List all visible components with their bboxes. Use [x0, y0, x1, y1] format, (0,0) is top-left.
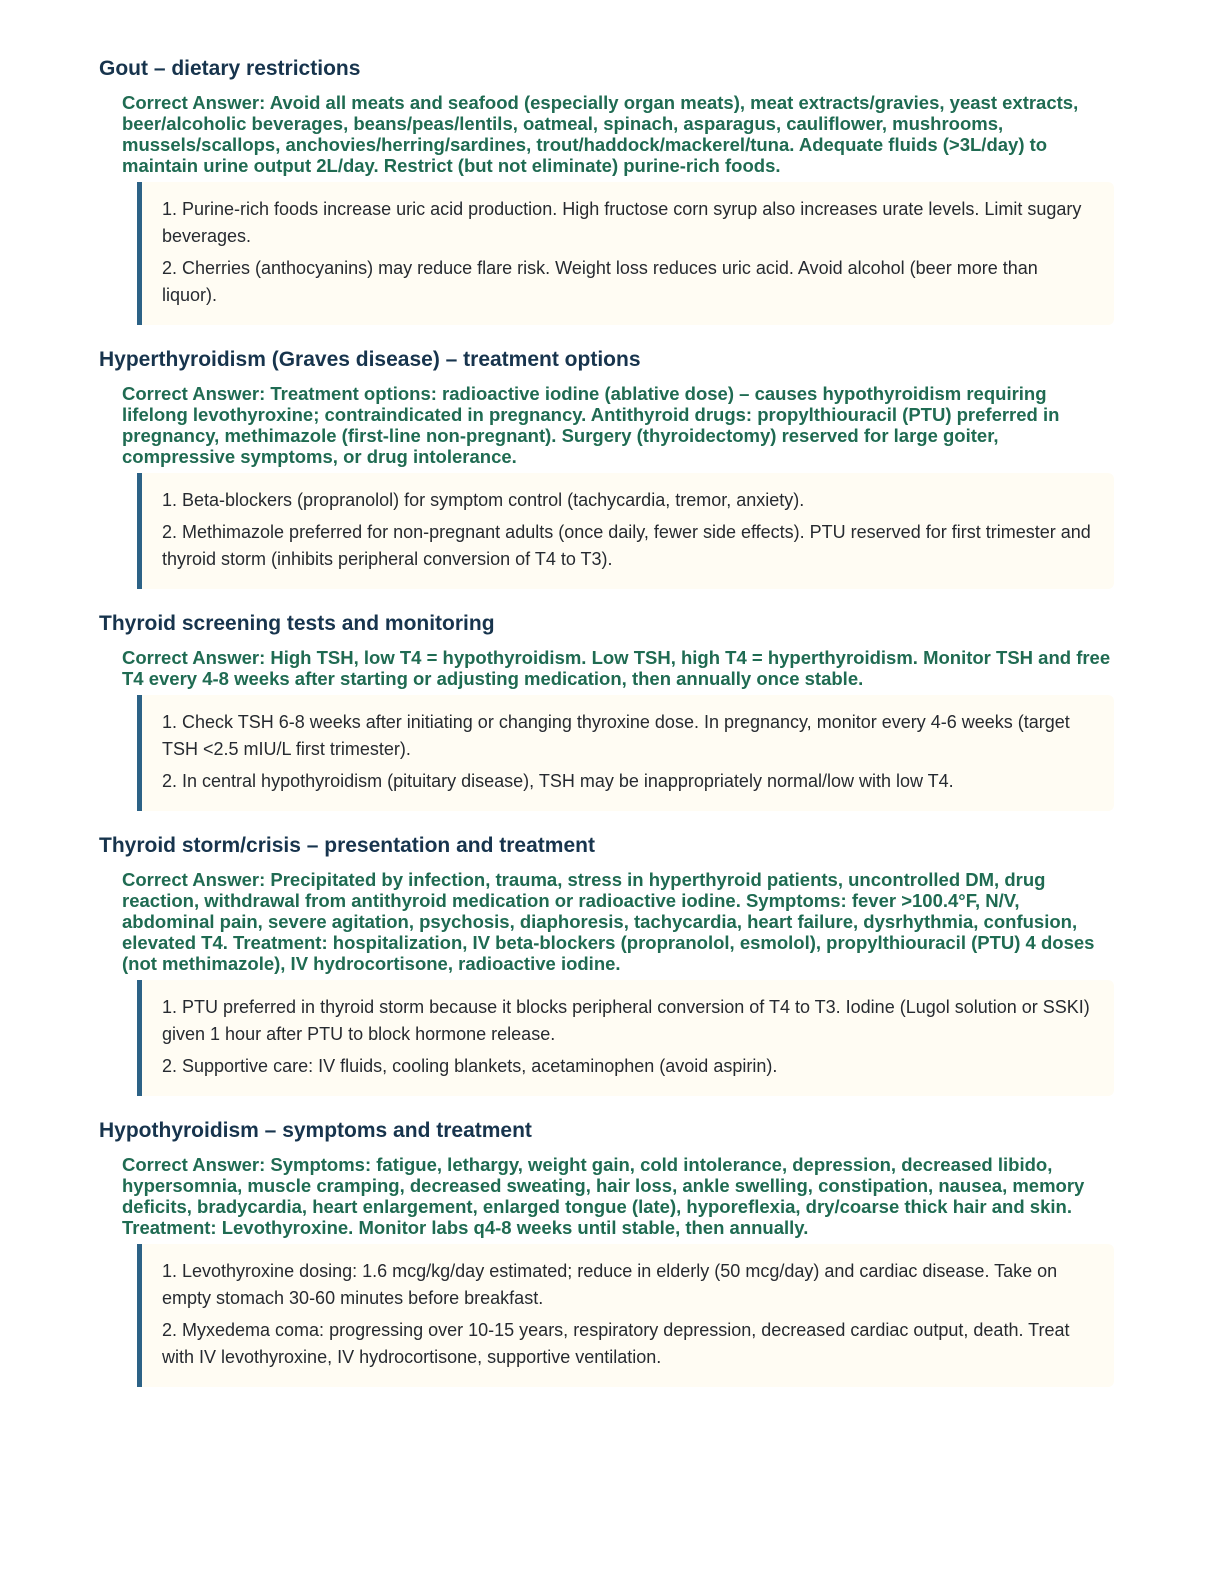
rationale-note: 2. In central hypothyroidism (pituitary disease), TSH may be inappropriately normal/low with low T4. [162, 771, 954, 791]
rationale-note: 1. Levothyroxine dosing: 1.6 mcg/kg/day estimated; reduce in elderly (50 mcg/day) and cardiac disease. Take on empty stomach 30-60 minutes before breakfast. [162, 1261, 1058, 1308]
question-title: Gout – dietary restrictions [99, 57, 361, 80]
qa-section-thyroid-screening [99, 611, 1114, 811]
rationale-note: 1. Check TSH 6-8 weeks after initiating or changing thyroxine dose. In pregnancy, monitor every 4-6 weeks (target TSH <2.5 mIU/L first trimester). [162, 712, 1070, 759]
document [99, 56, 1114, 1409]
qa-section-thyroid-storm [99, 833, 1114, 1096]
rationale-note: 1. PTU preferred in thyroid storm because it blocks peripheral conversion of T4 to T3. Iodine (Lugol solution or SSKI) given 1 hour after PTU to block hormone release. [162, 997, 1090, 1044]
question-title: Thyroid storm/crisis – presentation and treatment [99, 834, 595, 857]
rationale-box [137, 473, 1114, 589]
rationale-box [137, 1244, 1114, 1387]
rationale-box [137, 980, 1114, 1096]
rationale-note: 2. Methimazole preferred for non-pregnant adults (once daily, fewer side effects). PTU reserved for first trimester and thyroid storm (inhibits peripheral conversion of T4 to T3). [162, 522, 1091, 569]
rationale-note: 2. Cherries (anthocyanins) may reduce flare risk. Weight loss reduces uric acid. Avoid alcohol (beer more than liquor). [162, 258, 1038, 305]
qa-section-hypothyroidism [99, 1118, 1114, 1387]
correct-answer: Correct Answer: Precipitated by infection, trauma, stress in hyperthyroid patients, uncontrolled DM, drug reaction, withdrawal from antithyroid medication or radioactive iodine. Symptoms: fever >100.4°F, N/V, abdominal pain, severe agitation, psychosis, diaphoresis, tachycardia, heart failure, dysrhythmia, confusion, elevated T4. Treatment: hospitalization, IV beta-blockers (propranolol, esmolol), propylthiouracil (PTU) 4 doses (not methimazole), IV hydrocortisone, radioactive iodine. [122, 869, 1095, 974]
qa-section-gout [99, 56, 1114, 325]
rationale-note: 2. Myxedema coma: progressing over 10-15 years, respiratory depression, decreased cardiac output, death. Treat with IV levothyroxine, IV hydrocortisone, supportive ventilation. [162, 1320, 1070, 1367]
correct-answer: Correct Answer: Avoid all meats and seafood (especially organ meats), meat extracts/gravies, yeast extracts, beer/alcoholic beverages, beans/peas/lentils, oatmeal, spinach, asparagus, cauliflower, mushrooms, mussels/scallops, anchovies/herring/sardines, trout/haddock/mackerel/tuna. Adequate fluids (>3L/day) to maintain urine output 2L/day. Restrict (but not eliminate) purine-rich foods. [122, 92, 1079, 176]
rationale-box [137, 695, 1114, 811]
rationale-box [137, 182, 1114, 325]
correct-answer: Correct Answer: Symptoms: fatigue, lethargy, weight gain, cold intolerance, depression, decreased libido, hypersomnia, muscle cramping, decreased sweating, hair loss, ankle swelling, constipation, nausea, memory deficits, bradycardia, heart enlargement, enlarged tongue (late), hyporeflexia, dry/coarse thick hair and skin. Treatment: Levothyroxine. Monitor labs q4-8 weeks until stable, then annually. [122, 1154, 1085, 1238]
correct-answer: Correct Answer: High TSH, low T4 = hypothyroidism. Low TSH, high T4 = hyperthyroidism. Monitor TSH and free T4 every 4-8 weeks after starting or adjusting medication, then annually once stable. [122, 647, 1111, 689]
rationale-note: 1. Beta-blockers (propranolol) for symptom control (tachycardia, tremor, anxiety). [162, 490, 805, 510]
qa-section-hyperthyroidism [99, 347, 1114, 589]
rationale-note: 1. Purine-rich foods increase uric acid production. High fructose corn syrup also increases urate levels. Limit sugary beverages. [162, 199, 1082, 246]
rationale-note: 2. Supportive care: IV fluids, cooling blankets, acetaminophen (avoid aspirin). [162, 1056, 778, 1076]
correct-answer: Correct Answer: Treatment options: radioactive iodine (ablative dose) – causes hypothyroidism requiring lifelong levothyroxine; contraindicated in pregnancy. Antithyroid drugs: propylthiouracil (PTU) preferred in pregnancy, methimazole (first-line non-pregnant). Surgery (thyroidectomy) reserved for large goiter, compressive symptoms, or drug intolerance. [122, 383, 1060, 467]
question-title: Thyroid screening tests and monitoring [99, 612, 495, 635]
question-title: Hyperthyroidism (Graves disease) – treatment options [99, 348, 641, 371]
question-title: Hypothyroidism – symptoms and treatment [99, 1119, 532, 1142]
